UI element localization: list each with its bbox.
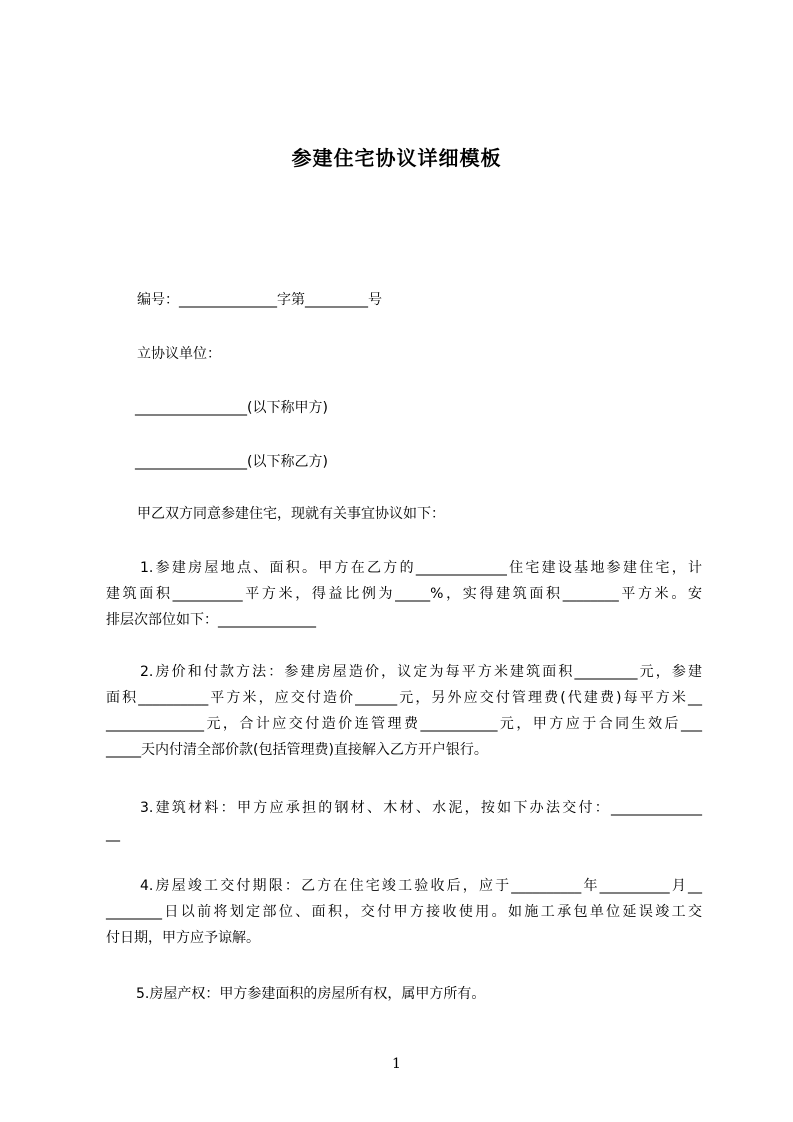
document-title: 参建住宅协议详细模板	[291, 146, 502, 170]
clause-4-line-2: ________日以前将划定部位、面积，交付甲方接收使用。如施工承包单位延误竣工交	[106, 904, 702, 920]
clause-3	[106, 798, 702, 850]
clause-5	[106, 984, 702, 1010]
contract-number-line: 编号：______________字第_________号	[137, 292, 382, 308]
clause-5-line-1: 5.房屋产权：甲方参建面积的房屋所有权，属甲方所有。	[136, 986, 486, 1002]
clause-2-line-3: ______________元，合计应交付造价连管理费___________元，甲方应于合同生效后___	[106, 716, 702, 732]
clause-4-line-1: 4.房屋竣工交付期限：乙方在住宅竣工验收后，应于__________年__________月__	[140, 878, 702, 894]
clause-4-line-3: 付日期，甲方应予谅解。	[106, 930, 260, 946]
party-b-line: ________________(以下称乙方)	[135, 454, 328, 470]
clause-2-line-4: _____天内付清全部价款(包括管理费)直接解入乙方开户银行。	[106, 742, 488, 758]
agreement-intro: 甲乙双方同意参建住宅，现就有关事宜协议如下：	[137, 506, 445, 522]
clause-2-line-1: 2.房价和付款方法：参建房屋造价，议定为每平方米建筑面积_________元，参建	[140, 664, 702, 680]
clause-1-line-1: 1.参建房屋地点、面积。甲方在乙方的_____________住宅建设基地参建住宅，计	[140, 560, 702, 576]
clause-3-line-1: 3.建筑材料：甲方应承担的钢材、木材、水泥，按如下办法交付：_____________	[140, 800, 702, 816]
clause-2-line-2: 面积__________平方米，应交付造价______元，另外应交付管理费(代建费)每平方米__	[106, 690, 702, 706]
clause-1	[106, 558, 702, 636]
clause-2	[106, 662, 702, 766]
clause-1-line-3: 排层次部位如下：______________	[106, 612, 316, 628]
party-a-line: ________________(以下称甲方)	[135, 400, 328, 416]
clause-1-line-2: 建筑面积__________平方米，得益比例为_____%，实得建筑面积________平方米。安	[106, 586, 702, 602]
clause-3-line-2: __	[106, 826, 120, 842]
page-number: 1	[392, 1056, 401, 1072]
parties-label: 立协议单位：	[137, 346, 221, 362]
clause-4	[106, 876, 702, 954]
